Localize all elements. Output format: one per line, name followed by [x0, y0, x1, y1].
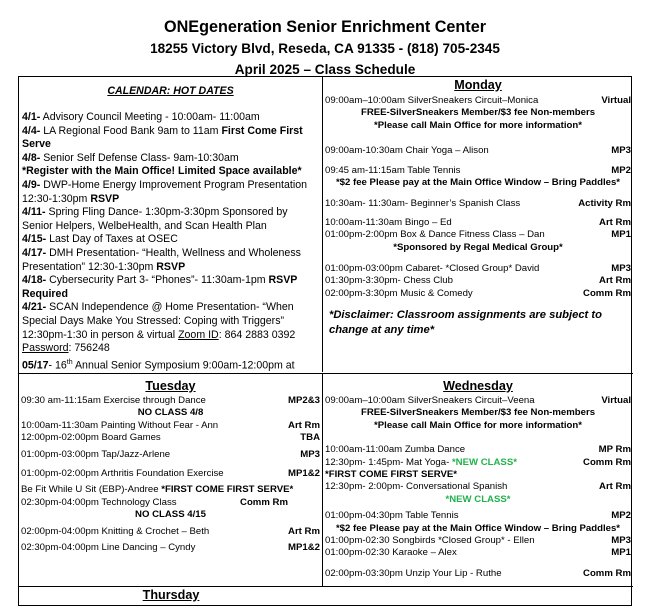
new-class-badge: *NEW CLASS*: [451, 456, 517, 468]
hot-dates-cell: [19, 77, 323, 372]
monday-cell: [323, 77, 633, 372]
class-row: 09:00am-10:30am Chair Yoga – Alison MP3: [325, 145, 631, 157]
thursday-cell: [19, 586, 633, 616]
wednesday-cell: [323, 373, 633, 586]
class-row: 10:30am- 11:30am- Beginner’s Spanish Class Activity Rm: [325, 198, 631, 210]
hot-date-item: 4/18- Cybersecurity Part 3- “Phones”- 11:30am-1pm RSVP Required: [22, 274, 298, 300]
class-row: 02:00pm-04:00pm Knitting & Crochet – Beth Art Rm: [21, 525, 320, 537]
class-note: *$2 fee Please pay at the Main Office Window – Bring Paddles*: [335, 522, 621, 534]
hot-dates-list: [19, 111, 322, 372]
tuesday-cell: [19, 373, 323, 586]
class-row: 01:00pm-03:00pm Cabaret- *Closed Group* David MP3: [325, 263, 631, 275]
class-note: Be Fit While U Sit (EBP)-Andree *FIRST COME FIRST SERVE*: [21, 484, 294, 496]
hot-date-item: 4/21- SCAN Independence @ Home Presentation- “When Special Days Make You Stressed: Coping with Triggers” 12:30pm-1:30 in person & virtual Zoom ID: 864 2883 0392 Password: 756248: [22, 301, 296, 355]
class-note: FREE-SilverSneakers Member/$3 fee Non-members: [360, 407, 596, 419]
class-row: 02:00pm-3:30pm Music & Comedy Comm Rm: [325, 287, 631, 299]
class-note: *Please call Main Office for more information*: [374, 119, 582, 131]
class-row: 01:00pm-03:00pm Tap/Jazz-Arlene MP3: [21, 448, 320, 460]
center-address: 18255 Victory Blvd, Reseda, CA 91335 - (818) 705-2345: [150, 41, 500, 56]
class-row: 10:00am-11:30am Bingo – Ed Art Rm: [325, 216, 631, 228]
class-row: 01:00pm-04:30pm Table Tennis MP2: [325, 510, 631, 522]
class-row: 02:30pm-04:00pm Line Dancing – Cyndy MP1&2: [21, 542, 320, 554]
class-row: 02:30pm-04:00pm Technology Class Comm Rm: [21, 496, 288, 508]
hot-date-item: 4/8- Senior Self Defense Class- 9am-10:30am: [22, 151, 239, 164]
hot-date-item: 4/11- Spring Fling Dance- 1:30pm-3:30pm Sponsored by Senior Helpers, WelbeHealth, and Scan Health Plan: [22, 206, 288, 232]
class-note: NO CLASS 4/15: [135, 509, 206, 521]
tuesday-title: Tuesday: [145, 379, 196, 393]
schedule-title: April 2025 – Class Schedule: [234, 62, 416, 77]
hot-date-item: 4/1- Advisory Council Meeting - 10:00am- 11:00am: [22, 111, 260, 123]
class-note: *Please call Main Office for more information*: [374, 419, 582, 431]
hot-dates-title: CALENDAR: HOT DATES: [107, 85, 234, 97]
disclaimer: *Disclaimer: Classroom assignments are subject to change at any time*: [329, 309, 602, 337]
hot-date-item: 4/4- LA Regional Food Bank 9am to 11am First Come First Serve: [22, 124, 303, 151]
page-header: [0, 0, 650, 80]
schedule-table: [18, 76, 632, 606]
hot-date-item: 4/9- DWP-Home Energy Improvement Program Presentation 12:30-1:30pm RSVP: [22, 178, 307, 205]
class-row: 12:30pm- 2:00pm- Conversational Spanish Art Rm: [325, 481, 631, 493]
class-row: 01:30pm-3:30pm- Chess Club Art Rm: [325, 275, 631, 287]
class-row: 01:00pm-02:30 Songbirds *Closed Group* - Ellen MP3: [325, 535, 631, 547]
thursday-title: Thursday: [142, 588, 200, 602]
class-row: 09:00am–10:00am SilverSneakers Circuit–Monica Virtual: [325, 95, 631, 106]
hot-date-note: *Register with the Main Office! Limited Space available*: [22, 165, 302, 178]
wednesday-title: Wednesday: [443, 379, 513, 393]
class-row: 01:00pm-02:30 Karaoke – Alex MP1: [325, 547, 631, 559]
class-row: 02:00pm-03:30pm Unzip Your Lip - Ruthe Comm Rm: [325, 567, 631, 579]
center-name: ONEgeneration Senior Enrichment Center: [163, 18, 486, 36]
class-row: 10:00am-11:30am Painting Without Fear - Ann Art Rm: [21, 419, 320, 431]
class-note: NO CLASS 4/8: [137, 407, 204, 419]
hot-date-item: 4/15- Last Day of Taxes at OSEC: [22, 233, 178, 246]
class-note: *FIRST COME FIRST SERVE*: [325, 469, 458, 481]
class-note: FREE-SilverSneakers Member/$3 fee Non-members: [360, 107, 596, 119]
class-row: 09:30 am-11:15am Exercise through Dance MP2&3: [21, 395, 320, 406]
monday-title: Monday: [454, 78, 502, 92]
class-note: *Sponsored by Regal Medical Group*: [393, 241, 563, 253]
class-row: 01:00pm-02:00pm Arthritis Foundation Exercise MP1&2: [21, 468, 320, 480]
class-row: 12:30pm- 1:45pm- Mat Yoga- *NEW CLASS* Comm Rm: [325, 456, 631, 468]
class-row: 01:00pm-2:00pm Box & Dance Fitness Class – Dan MP1: [325, 229, 631, 241]
new-class-badge: *NEW CLASS*: [445, 493, 511, 505]
class-row: 09:00am–10:00am SilverSneakers Circuit–Veena Virtual: [325, 395, 631, 406]
class-row: 09:45 am-11:15am Table Tennis MP2: [325, 164, 631, 176]
class-row: 10:00am-11:00am Zumba Dance MP Rm: [325, 444, 631, 456]
class-note: *$2 fee Please pay at the Main Office Window – Bring Paddles*: [335, 177, 621, 189]
class-row: 12:00pm-02:00pm Board Games TBA: [21, 432, 320, 444]
hot-date-item: 05/17- 16th Annual Senior Symposium 9:00am-12:00pm at: [22, 358, 295, 372]
hot-date-item: 4/17- DMH Presentation- “Health, Wellness and Wholeness Presentation” 12:30-1:30pm RSVP: [22, 246, 301, 273]
